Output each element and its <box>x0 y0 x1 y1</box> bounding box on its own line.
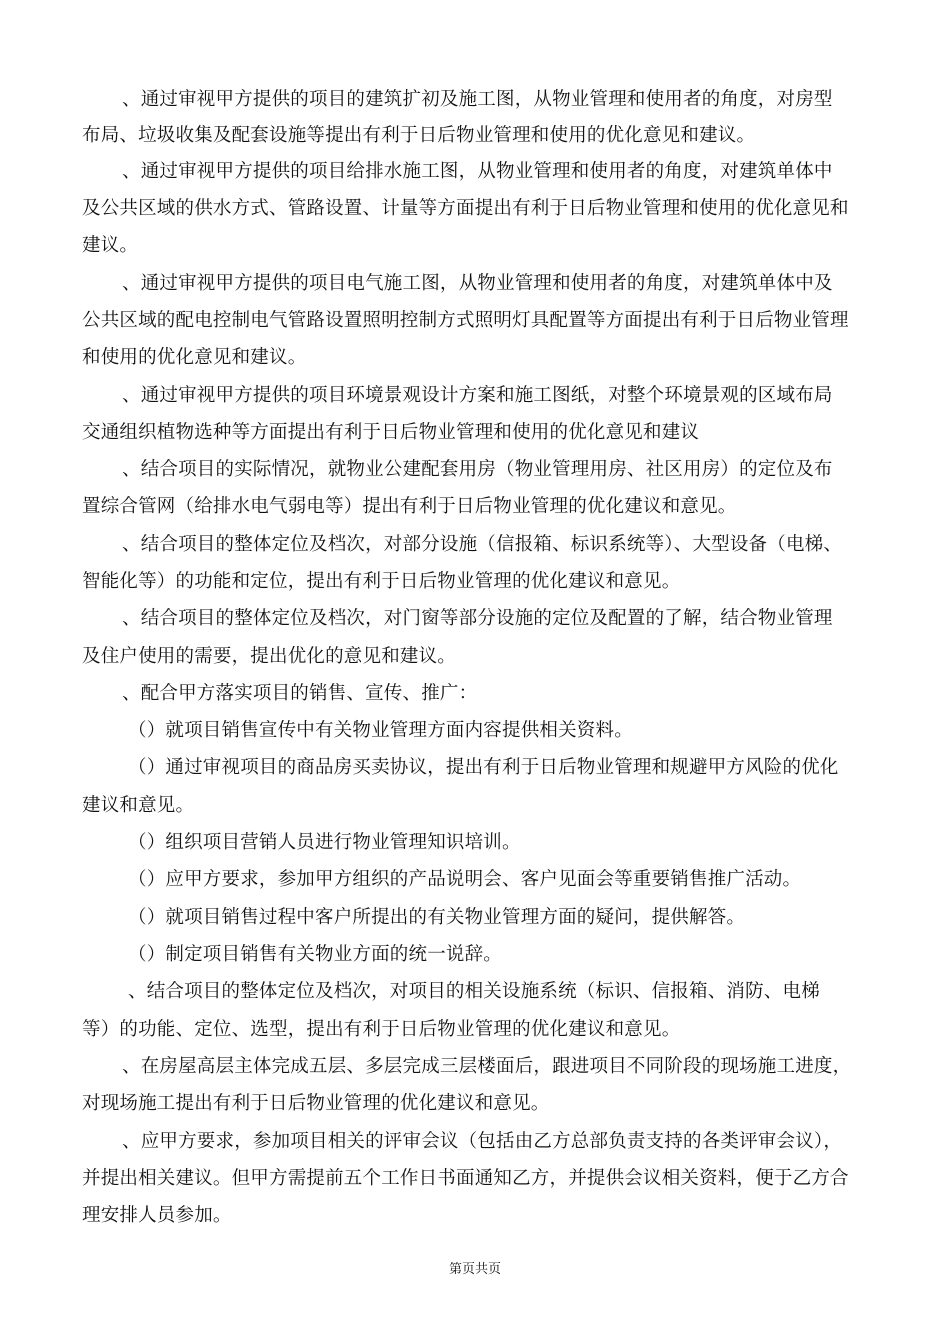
text-line: 、通过审视甲方提供的项目给排水施工图，从物业管理和使用者的角度，对建筑单体中 <box>122 161 833 182</box>
text-line: （）应甲方要求，参加甲方组织的产品说明会、客户见面会等重要销售推广活动。 <box>128 869 802 890</box>
text-line: 对现场施工提出有利于日后物业管理的优化建议和意见。 <box>82 1093 550 1114</box>
text-line: （）就项目销售过程中客户所提出的有关物业管理方面的疑问，提供解答。 <box>128 907 746 928</box>
text-line: 、结合项目的实际情况，就物业公建配套用房（物业管理用房、社区用房）的定位及布 <box>122 459 833 480</box>
text-line: 、通过审视甲方提供的项目的建筑扩初及施工图，从物业管理和使用者的角度，对房型 <box>122 89 833 110</box>
text-line: （）通过审视项目的商品房买卖协议，提出有利于日后物业管理和规避甲方风险的优化 <box>128 757 839 778</box>
text-line: 理安排人员参加。 <box>82 1205 232 1226</box>
text-line: （）制定项目销售有关物业方面的统一说辞。 <box>128 944 503 965</box>
page-footer: 第页共页 <box>448 1262 501 1277</box>
text-line: 、结合项目的整体定位及档次，对项目的相关设施系统（标识、信报箱、消防、电梯 <box>128 981 820 1002</box>
text-line: 等）的功能、定位、选型，提出有利于日后物业管理的优化建议和意见。 <box>82 1019 681 1040</box>
text-line: 置综合管网（给排水电气弱电等）提出有利于日后物业管理的优化建议和意见。 <box>82 496 737 517</box>
text-line: 并提出相关建议。但甲方需提前五个工作日书面通知乙方，并提供会议相关资料，便于乙方合 <box>82 1168 849 1189</box>
text-line: （）就项目销售宣传中有关物业管理方面内容提供相关资料。 <box>128 720 633 741</box>
text-line: 及住户使用的需要，提出优化的意见和建议。 <box>82 646 457 667</box>
text-line: （）组织项目营销人员进行物业管理知识培训。 <box>128 832 521 853</box>
text-line: 公共区域的配电控制电气管路设置照明控制方式照明灯具配置等方面提出有利于日后物业管理 <box>82 310 849 331</box>
text-line: 、配合甲方落实项目的销售、宣传、推广： <box>122 683 478 704</box>
text-line: 和使用的优化意见和建议。 <box>82 347 307 368</box>
text-line: 、应甲方要求，参加项目相关的评审会议（包括由乙方总部负责支持的各类评审会议）， <box>122 1131 843 1152</box>
text-line: 、在房屋高层主体完成五层、多层完成三层楼面后，跟进项目不同阶段的现场施工进度， <box>122 1056 852 1077</box>
text-line: 建议和意见。 <box>82 795 195 816</box>
text-line: 布局、垃圾收集及配套设施等提出有利于日后物业管理和使用的优化意见和建议。 <box>82 125 756 146</box>
text-line: 、结合项目的整体定位及档次，对门窗等部分设施的定位及配置的了解，结合物业管理 <box>122 608 833 629</box>
text-line: 、通过审视甲方提供的项目电气施工图，从物业管理和使用者的角度，对建筑单体中及 <box>122 273 833 294</box>
text-line: 及公共区域的供水方式、管路设置、计量等方面提出有利于日后物业管理和使用的优化意见和 <box>82 198 849 219</box>
text-line: 、结合项目的整体定位及档次，对部分设施（信报箱、标识系统等）、大型设备（电梯、 <box>122 534 843 555</box>
text-line: 智能化等）的功能和定位，提出有利于日后物业管理的优化建议和意见。 <box>82 571 681 592</box>
text-line: 交通组织植物选种等方面提出有利于日后物业管理和使用的优化意见和建议 <box>82 422 700 443</box>
text-line: 、通过审视甲方提供的项目环境景观设计方案和施工图纸，对整个环境景观的区域布局 <box>122 385 833 406</box>
text-line: 建议。 <box>82 235 139 256</box>
